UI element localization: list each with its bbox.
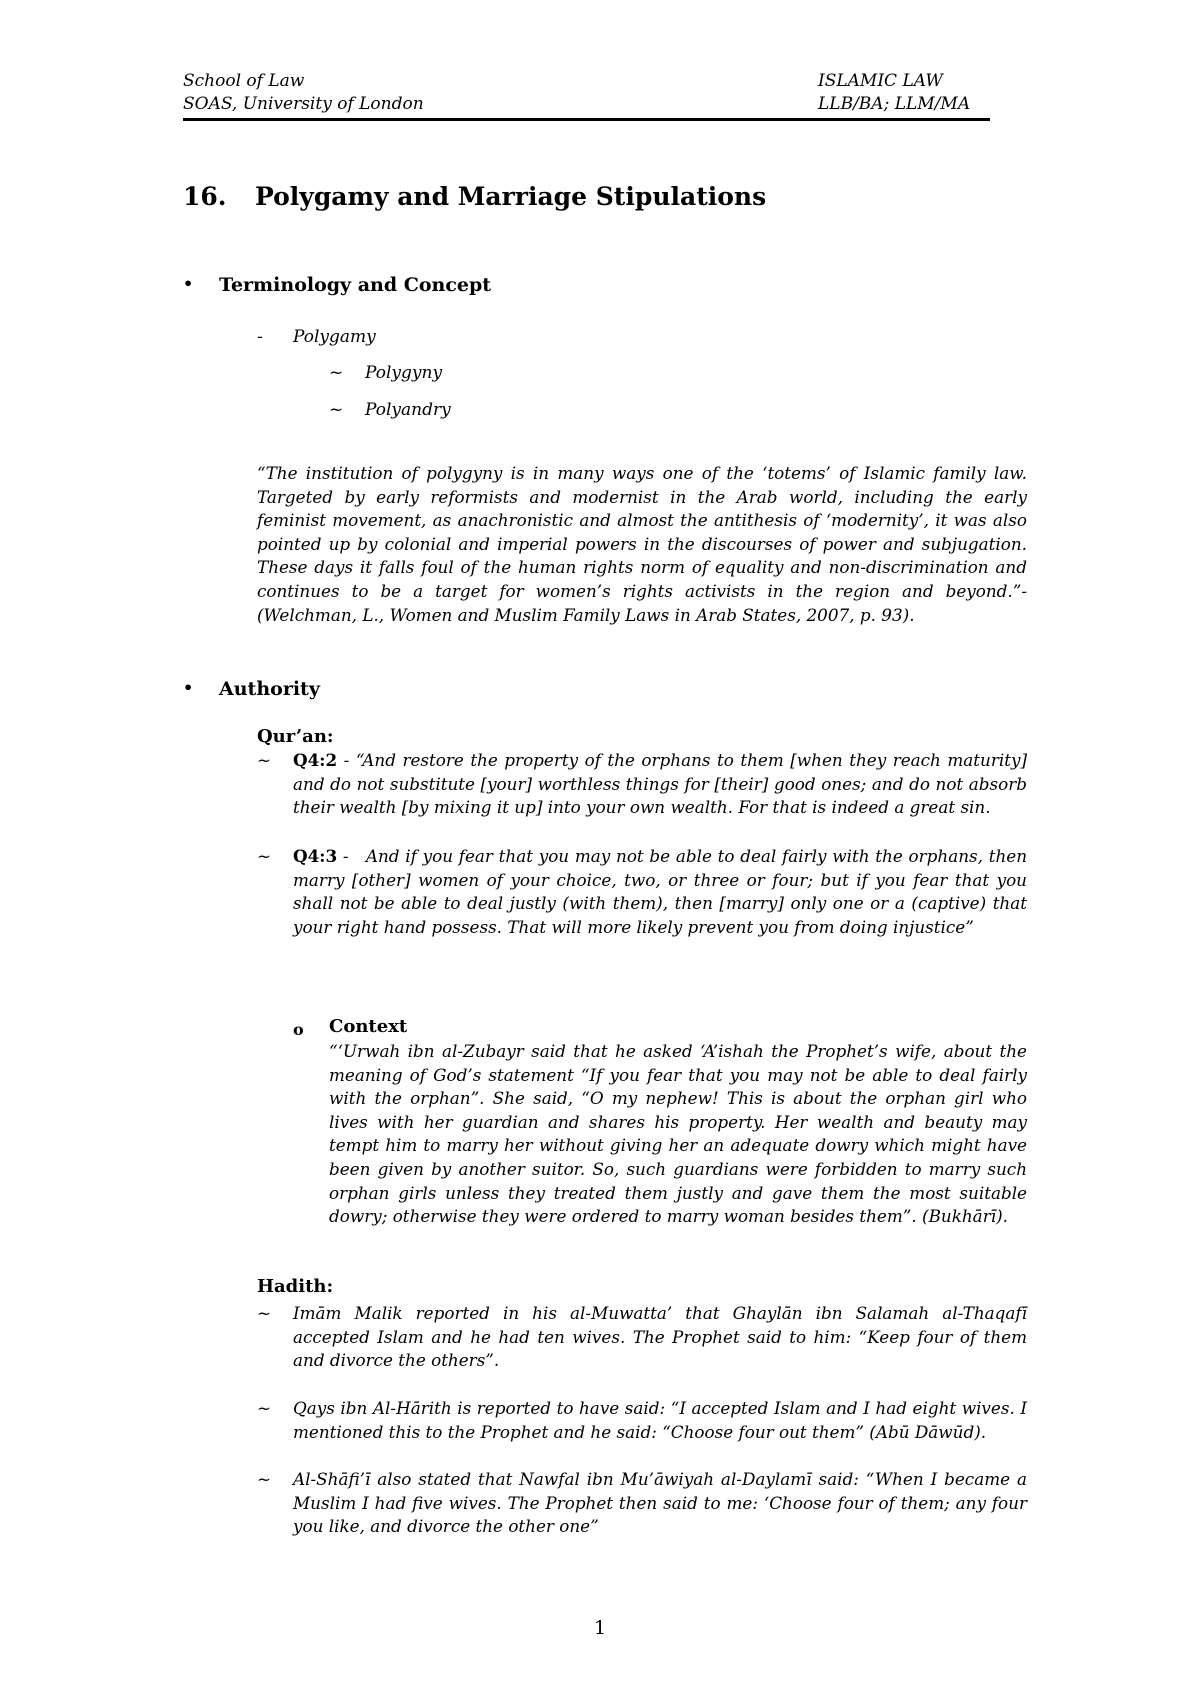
hadith-item (257, 1397, 1027, 1444)
title-text: Polygamy and Marriage Stipulations (255, 182, 767, 211)
verse-text: And if you fear that you may not be able to deal fairly with the orphans, then marry [other] women of your choice, two, or three or four; but if you fear that you shall not be able to deal justly (with them), then [marry] only one or a (captive) that your right hand possess. That will more likely prevent you from doing injustice” (293, 846, 1027, 937)
hadith-item (257, 1302, 1027, 1373)
term-polygamy (257, 327, 376, 347)
tilde-marker: ~ (329, 400, 344, 420)
section-heading-text: Terminology and Concept (219, 274, 492, 296)
hadith-text: Imām Malik reported in his al-Muwatta’ that Ghaylān ibn Salamah al-Thaqafī accepted Islam and he had ten wives. The Prophet said to him: “Keep four of them and divorce the others”. (293, 1303, 1027, 1371)
page-title (183, 182, 766, 211)
welchman-quote: “The institution of polygyny is in many ways one of the ‘totems’ of Islamic family law. Targeted by early reformists and modernist in the Arab world, including the early feminist movement, as anachronistic and almost the antithesis of ‘modernity’, it was also pointed up by colonial and imperial powers in the discourses of power and subjugation. These days it falls foul of the human rights norm of equality and non-discrimination and continues to be a target for women’s rights activists in the region and beyond.”- (Welchman, L., Women and Muslim Family Laws in Arab States, 2007, p. 93). (257, 463, 1027, 625)
tilde-marker: ~ (257, 750, 272, 770)
bullet-icon: • (183, 274, 194, 293)
verse-separator: - (337, 846, 366, 866)
quran-heading: Qur’an: (257, 726, 334, 747)
section-heading-terminology (183, 274, 491, 296)
hadith-text: Al-Shāfi’ī also stated that Nawfal ibn Mu’āwiyah al-Daylamī said: “When I became a Muslim I had five wives. The Prophet then said to me: ‘Choose four of them; any four you like, and divorce the other one” (293, 1469, 1027, 1537)
header-divider (183, 118, 990, 121)
header-right (818, 70, 970, 116)
section-heading-authority (183, 678, 320, 700)
term-polygyny (329, 363, 442, 383)
hadith-item (257, 1468, 1027, 1539)
term-label: Polygamy (293, 327, 376, 347)
tilde-marker: ~ (329, 363, 344, 383)
tilde-marker: ~ (257, 1303, 272, 1323)
verse-text: “And restore the property of the orphans to them [when they reach maturity] and do not substitute [your] worthless things for [their] good ones; and do not absorb their wealth [by mixing it up] into your own wealth. For that is indeed a great sin. (293, 750, 1027, 818)
tilde-marker: ~ (257, 1398, 272, 1418)
context-heading: Context (329, 1016, 408, 1037)
verse-separator: - (337, 750, 356, 770)
section-heading-text: Authority (219, 678, 320, 700)
tilde-marker: ~ (257, 1469, 272, 1489)
term-label: Polygyny (365, 363, 443, 383)
verse-ref: Q4:3 (293, 846, 338, 866)
quran-verse-item (257, 749, 1027, 820)
bullet-icon: • (183, 678, 194, 697)
verse-ref: Q4:2 (293, 750, 338, 770)
header-degree: LLB/BA; LLM/MA (818, 94, 971, 114)
context-bullet-icon: o (293, 1020, 304, 1039)
context-text: “‘Urwah ibn al-Zubayr said that he asked ‘A’ishah the Prophet’s wife, about the meaning of God’s statement “If you fear that you may not be able to deal fairly with the orphan”. She said, “O my nephew! This is about the orphan girl who lives with her guardian and shares his property. Her wealth and beauty may tempt him to marry her without giving her an adequate dowry which might have been given by another suitor. So, such guardians were forbidden to marry such orphan girls unless they treated them justly and gave them the most suitable dowry; otherwise they were ordered to marry woman besides them”. (Bukhārī). (329, 1041, 1027, 1227)
page-number: 1 (593, 1617, 607, 1639)
hadith-heading: Hadith: (257, 1276, 334, 1297)
header-school: School of Law (183, 71, 305, 91)
tilde-marker: ~ (257, 846, 272, 866)
title-number: 16. (183, 182, 227, 211)
quran-verse-item (257, 845, 1027, 939)
dash-marker: - (257, 327, 263, 347)
header-left (183, 70, 424, 116)
header-course: ISLAMIC LAW (818, 71, 943, 91)
hadith-text: Qays ibn Al-Hārith is reported to have said: “I accepted Islam and I had eight wives. I mentioned this to the Prophet and he said: “Choose four out them” (Abū Dāwūd). (293, 1398, 1027, 1442)
term-label: Polyandry (365, 400, 451, 420)
term-polyandry (329, 400, 451, 420)
header-university: SOAS, University of London (183, 94, 424, 114)
